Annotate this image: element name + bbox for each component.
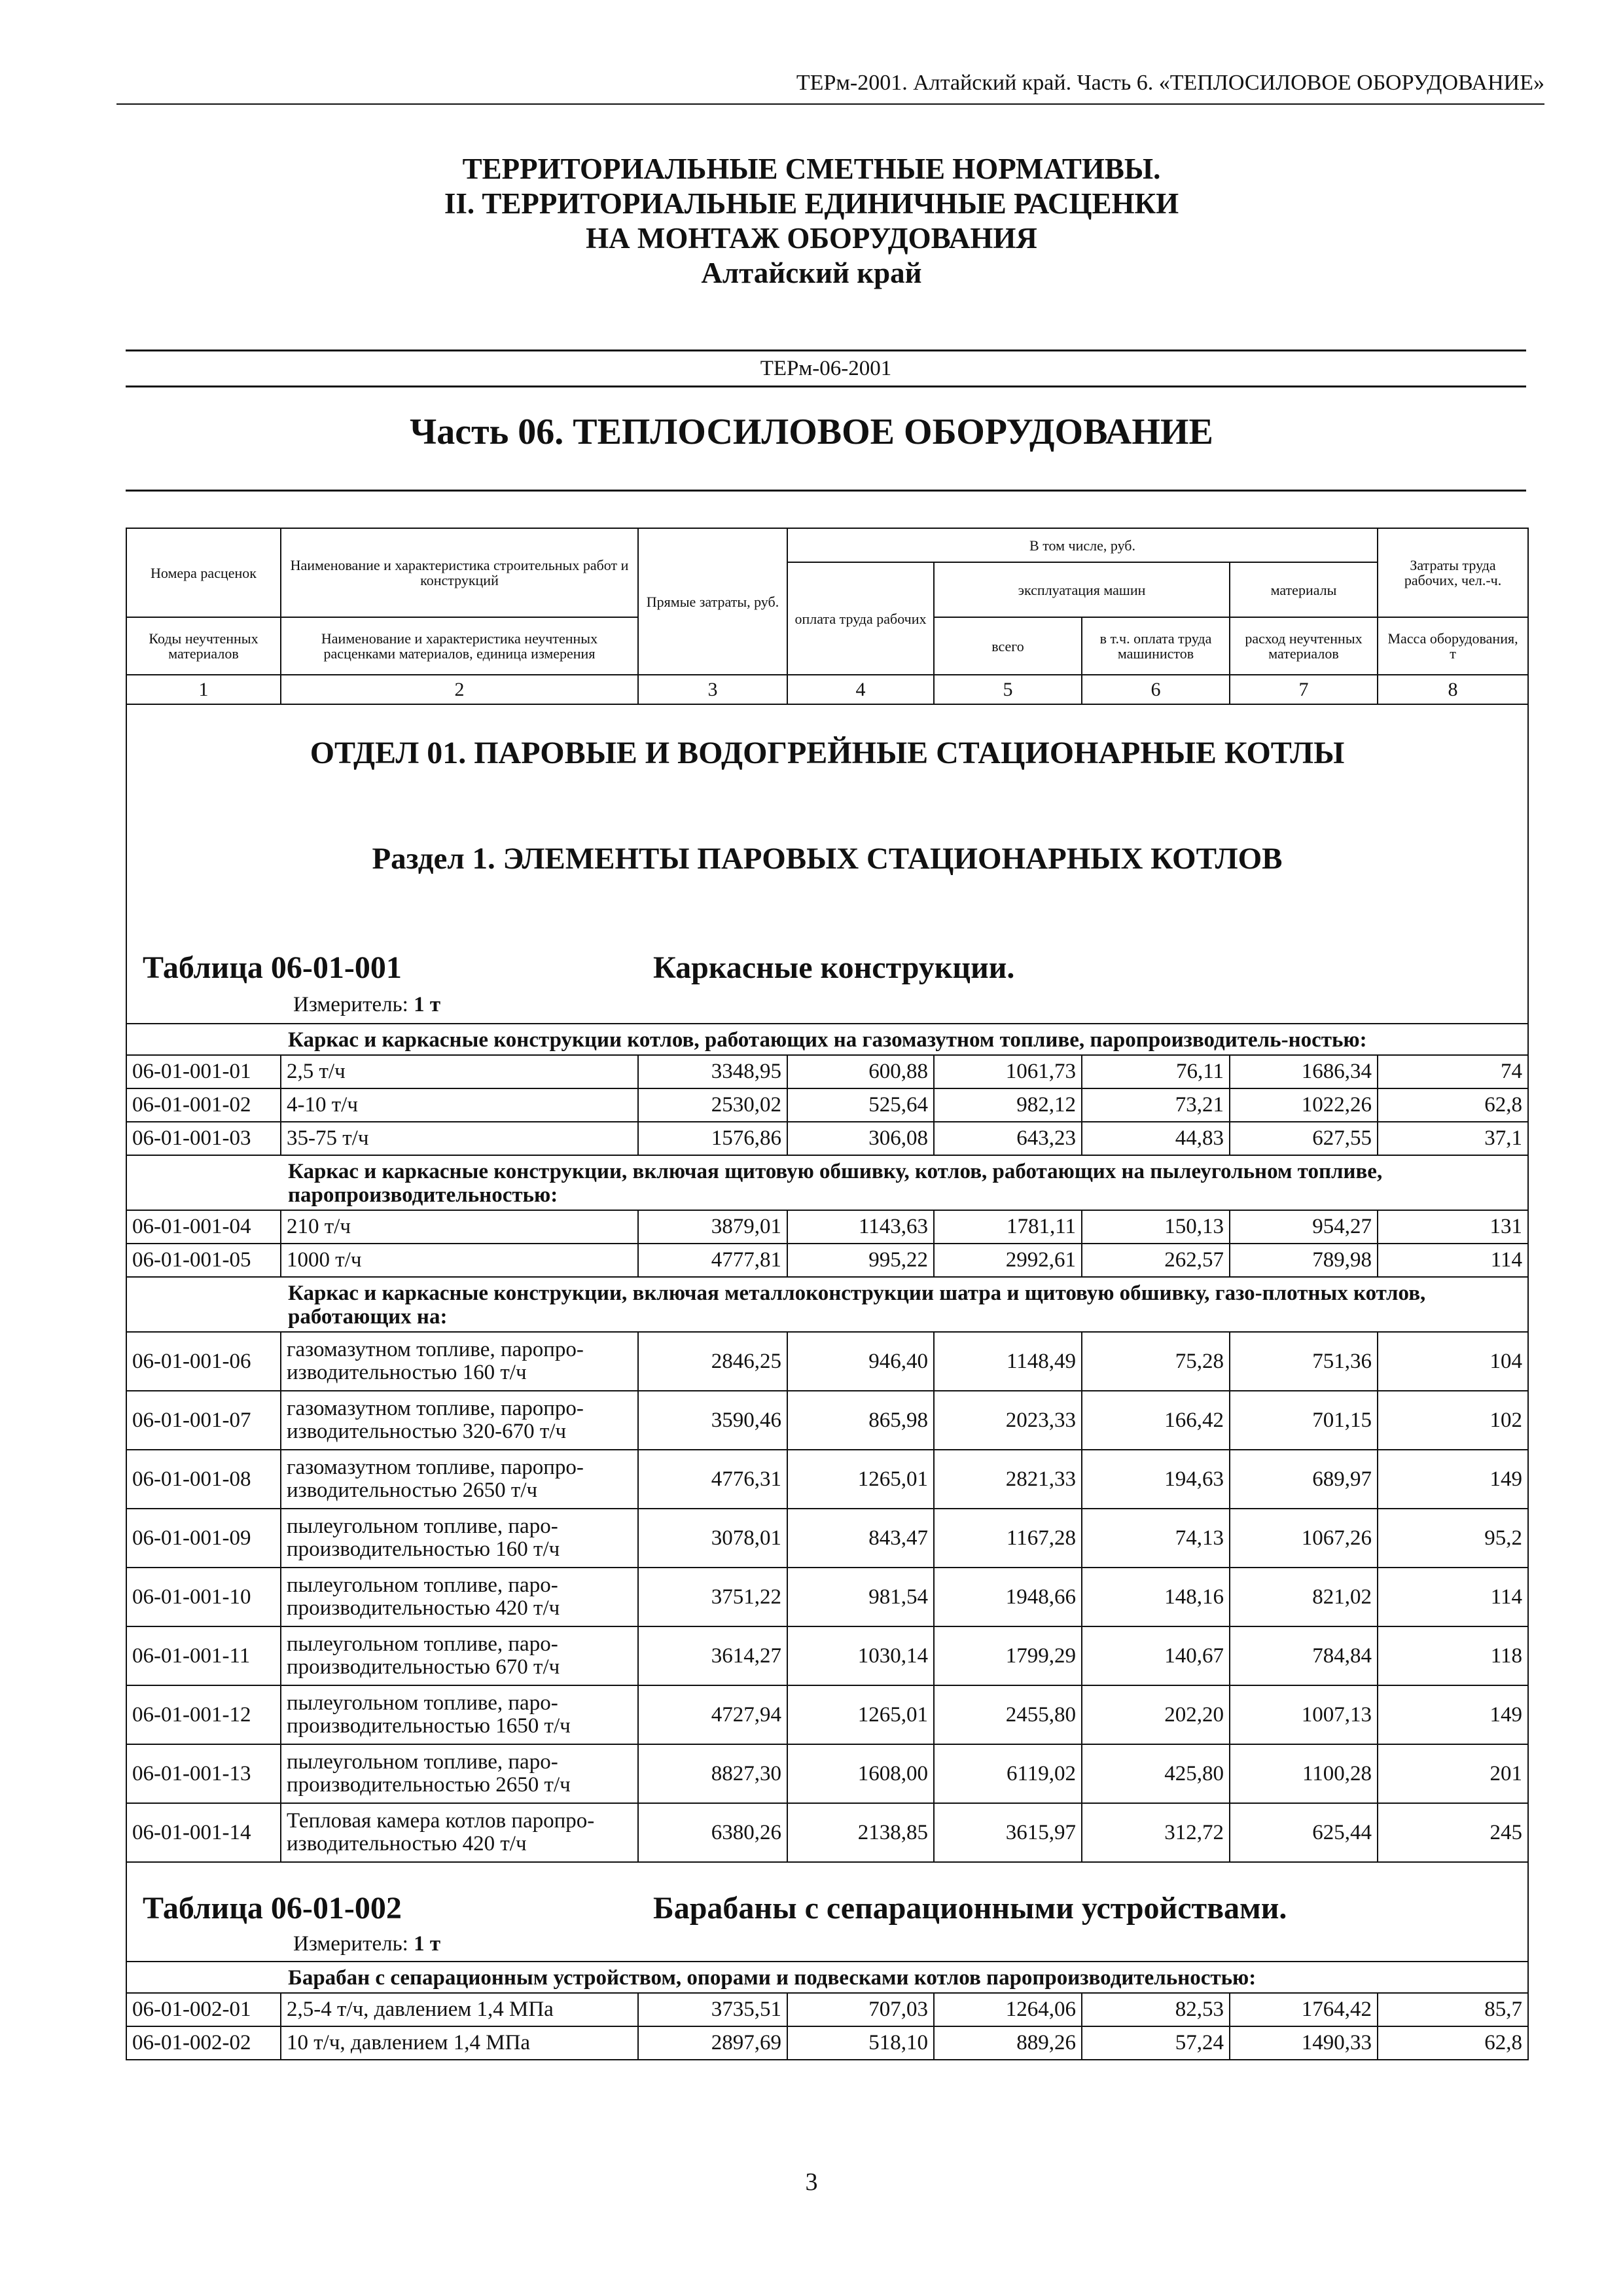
wages: 1265,01 <box>787 1685 934 1744</box>
wages: 707,03 <box>787 1993 934 2026</box>
table-row <box>126 1803 1528 1862</box>
running-head: ТЕРм-2001. Алтайский край. Часть 6. «ТЕПЛОСИЛОВОЕ ОБОРУДОВАНИЕ» <box>796 71 1544 95</box>
rate-name: 2,5-4 т/ч, давлением 1,4 МПа <box>281 1993 638 2026</box>
rate-code: 06-01-001-03 <box>126 1122 281 1155</box>
measure-value: 1 т <box>414 1932 441 1956</box>
rate-code: 06-01-001-14 <box>126 1803 281 1862</box>
header-machinist-wages: в т.ч. оплата труда машинистов <box>1082 617 1230 675</box>
direct-costs: 3614,27 <box>638 1626 787 1685</box>
rate-name: 210 т/ч <box>281 1210 638 1244</box>
table-row <box>126 1332 1528 1391</box>
machines-total: 1061,73 <box>934 1055 1082 1088</box>
rate-code: 06-01-001-11 <box>126 1626 281 1685</box>
rate-code: 06-01-001-05 <box>126 1244 281 1277</box>
machinist-wages: 425,80 <box>1082 1744 1230 1803</box>
otdel-title: ОТДЕЛ 01. ПАРОВЫЕ И ВОДОГРЕЙНЫЕ СТАЦИОНАРНЫЕ КОТЛЫ <box>310 736 1345 770</box>
materials: 1022,26 <box>1230 1088 1378 1122</box>
machines-total: 2455,80 <box>934 1685 1082 1744</box>
machinist-wages: 140,67 <box>1082 1626 1230 1685</box>
rate-code: 06-01-001-13 <box>126 1744 281 1803</box>
wages: 1030,14 <box>787 1626 934 1685</box>
razdel-title: Раздел 1. ЭЛЕМЕНТЫ ПАРОВЫХ СТАЦИОНАРНЫХ КОТЛОВ <box>372 842 1283 876</box>
labor: 114 <box>1378 1244 1528 1277</box>
table-heading-block <box>126 1862 1528 1962</box>
page-number: 3 <box>805 2168 818 2196</box>
table-row <box>126 1210 1528 1244</box>
machines-total: 643,23 <box>934 1122 1082 1155</box>
labor: 74 <box>1378 1055 1528 1088</box>
table-row <box>126 1088 1528 1122</box>
labor: 118 <box>1378 1626 1528 1685</box>
rate-name: пылеугольном топливе, паро-производительностью 1650 т/ч <box>281 1685 638 1744</box>
materials: 784,84 <box>1230 1626 1378 1685</box>
measure-value: 1 т <box>414 993 441 1016</box>
labor: 102 <box>1378 1391 1528 1450</box>
machines-total: 1167,28 <box>934 1509 1082 1568</box>
wages: 518,10 <box>787 2026 934 2060</box>
rate-code: 06-01-002-02 <box>126 2026 281 2060</box>
wages: 600,88 <box>787 1055 934 1088</box>
machines-total: 2821,33 <box>934 1450 1082 1509</box>
rate-name: газомазутном топливе, паропро-изводительностью 160 т/ч <box>281 1332 638 1391</box>
rate-name: 10 т/ч, давлением 1,4 МПа <box>281 2026 638 2060</box>
machines-total: 2992,61 <box>934 1244 1082 1277</box>
title-line-1: ТЕРРИТОРИАЛЬНЫЕ СМЕТНЫЕ НОРМАТИВЫ. <box>462 152 1161 185</box>
materials: 1007,13 <box>1230 1685 1378 1744</box>
materials: 625,44 <box>1230 1803 1378 1862</box>
labor: 245 <box>1378 1803 1528 1862</box>
column-number: 6 <box>1082 675 1230 704</box>
direct-costs: 2530,02 <box>638 1088 787 1122</box>
table-row <box>126 1744 1528 1803</box>
labor: 104 <box>1378 1332 1528 1391</box>
machinist-wages: 76,11 <box>1082 1055 1230 1088</box>
rate-name: пылеугольном топливе, паро-производительностью 2650 т/ч <box>281 1744 638 1803</box>
machines-total: 6119,02 <box>934 1744 1082 1803</box>
direct-costs: 2846,25 <box>638 1332 787 1391</box>
table-row <box>126 1055 1528 1088</box>
machinist-wages: 82,53 <box>1082 1993 1230 2026</box>
header-unaccounted-materials: расход неучтенных материалов <box>1230 617 1378 675</box>
header-material-name: Наименование и характеристика неучтенных расценками материалов, единица измерения <box>281 617 638 675</box>
machinist-wages: 75,28 <box>1082 1332 1230 1391</box>
machines-total: 982,12 <box>934 1088 1082 1122</box>
title-line-3: НА МОНТАЖ ОБОРУДОВАНИЯ <box>586 222 1037 255</box>
wages: 1265,01 <box>787 1450 934 1509</box>
labor: 85,7 <box>1378 1993 1528 2026</box>
table-row <box>126 2026 1528 2060</box>
direct-costs: 4777,81 <box>638 1244 787 1277</box>
header-rate-numbers: Номера расценок <box>126 528 281 617</box>
materials: 821,02 <box>1230 1568 1378 1626</box>
machinist-wages: 44,83 <box>1082 1122 1230 1155</box>
rate-code: 06-01-001-08 <box>126 1450 281 1509</box>
table-row <box>126 1244 1528 1277</box>
wages: 946,40 <box>787 1332 934 1391</box>
rate-code: 06-01-001-04 <box>126 1210 281 1244</box>
machinist-wages: 166,42 <box>1082 1391 1230 1450</box>
measure-label: Измеритель: <box>293 993 414 1016</box>
direct-costs: 8827,30 <box>638 1744 787 1803</box>
direct-costs: 4727,94 <box>638 1685 787 1744</box>
table-row <box>126 1509 1528 1568</box>
measure-unit <box>293 993 440 1017</box>
wages: 981,54 <box>787 1568 934 1626</box>
machinist-wages: 194,63 <box>1082 1450 1230 1509</box>
rate-code: 06-01-002-01 <box>126 1993 281 2026</box>
wages: 843,47 <box>787 1509 934 1568</box>
group-heading: Каркас и каркасные конструкции, включая металлоконструкции шатра и щитовую обшивку, газо-плотных котлов, работающих на: <box>126 1277 1528 1332</box>
direct-costs: 3751,22 <box>638 1568 787 1626</box>
column-number: 1 <box>126 675 281 704</box>
machines-total: 1948,66 <box>934 1568 1082 1626</box>
column-number: 3 <box>638 675 787 704</box>
materials: 751,36 <box>1230 1332 1378 1391</box>
wages: 1143,63 <box>787 1210 934 1244</box>
wages: 2138,85 <box>787 1803 934 1862</box>
machinist-wages: 57,24 <box>1082 2026 1230 2060</box>
labor: 37,1 <box>1378 1122 1528 1155</box>
table-row <box>126 1391 1528 1450</box>
rate-name: газомазутном топливе, паропро-изводительностью 2650 т/ч <box>281 1450 638 1509</box>
machinist-wages: 150,13 <box>1082 1210 1230 1244</box>
wages: 525,64 <box>787 1088 934 1122</box>
machinist-wages: 73,21 <box>1082 1088 1230 1122</box>
header-work-name: Наименование и характеристика строительных работ и конструкций <box>281 528 638 617</box>
column-number: 7 <box>1230 675 1378 704</box>
rate-name: пылеугольном топливе, паро-производительностью 670 т/ч <box>281 1626 638 1685</box>
labor: 62,8 <box>1378 2026 1528 2060</box>
machines-total: 2023,33 <box>934 1391 1082 1450</box>
header-materials: материалы <box>1230 562 1378 617</box>
header-material-codes: Коды неучтенных материалов <box>126 617 281 675</box>
rate-code: 06-01-001-09 <box>126 1509 281 1568</box>
wages: 995,22 <box>787 1244 934 1277</box>
machinist-wages: 74,13 <box>1082 1509 1230 1568</box>
table-name: Барабаны с сепарационными устройствами. <box>653 1891 1287 1926</box>
machinist-wages: 202,20 <box>1082 1685 1230 1744</box>
materials: 789,98 <box>1230 1244 1378 1277</box>
direct-costs: 3078,01 <box>638 1509 787 1568</box>
materials: 1764,42 <box>1230 1993 1378 2026</box>
title-line-4: Алтайский край <box>701 257 922 289</box>
rate-name: газомазутном топливе, паропро-изводительностью 320-670 т/ч <box>281 1391 638 1450</box>
rate-name: 35-75 т/ч <box>281 1122 638 1155</box>
rate-code: 06-01-001-06 <box>126 1332 281 1391</box>
machines-total: 1148,49 <box>934 1332 1082 1391</box>
materials: 1490,33 <box>1230 2026 1378 2060</box>
materials: 627,55 <box>1230 1122 1378 1155</box>
rate-name: Тепловая камера котлов паропро-изводительностью 420 т/ч <box>281 1803 638 1862</box>
header-labor-costs: Затраты труда рабочих, чел.-ч. <box>1378 528 1528 617</box>
machines-total: 1799,29 <box>934 1626 1082 1685</box>
materials: 701,15 <box>1230 1391 1378 1450</box>
table-row <box>126 1122 1528 1155</box>
rate-name: 2,5 т/ч <box>281 1055 638 1088</box>
machinist-wages: 312,72 <box>1082 1803 1230 1862</box>
header-machines-total: всего <box>934 617 1082 675</box>
column-number: 2 <box>281 675 638 704</box>
machinist-wages: 262,57 <box>1082 1244 1230 1277</box>
machines-total: 1781,11 <box>934 1210 1082 1244</box>
direct-costs: 6380,26 <box>638 1803 787 1862</box>
rate-name: пылеугольном топливе, паро-производительностью 160 т/ч <box>281 1509 638 1568</box>
materials: 689,97 <box>1230 1450 1378 1509</box>
direct-costs: 3348,95 <box>638 1055 787 1088</box>
header-rule <box>116 103 1544 105</box>
header-direct-costs: Прямые затраты, руб. <box>638 528 787 675</box>
labor: 131 <box>1378 1210 1528 1244</box>
direct-costs: 2897,69 <box>638 2026 787 2060</box>
direct-costs: 3735,51 <box>638 1993 787 2026</box>
direct-costs: 3590,46 <box>638 1391 787 1450</box>
column-number: 4 <box>787 675 934 704</box>
wages: 1608,00 <box>787 1744 934 1803</box>
header-including: В том числе, руб. <box>787 528 1378 562</box>
rate-name: 4-10 т/ч <box>281 1088 638 1122</box>
section-heading-block <box>126 704 1528 1024</box>
labor: 201 <box>1378 1744 1528 1803</box>
wages: 306,08 <box>787 1122 934 1155</box>
machines-total: 889,26 <box>934 2026 1082 2060</box>
document-code: ТЕРм-06-2001 <box>126 350 1526 387</box>
price-table <box>126 528 1529 2060</box>
labor: 149 <box>1378 1450 1528 1509</box>
direct-costs: 4776,31 <box>638 1450 787 1509</box>
measure-unit <box>293 1932 440 1956</box>
column-number: 8 <box>1378 675 1528 704</box>
part-title: Часть 06. ТЕПЛОСИЛОВОЕ ОБОРУДОВАНИЕ <box>410 412 1213 452</box>
labor: 62,8 <box>1378 1088 1528 1122</box>
machines-total: 3615,97 <box>934 1803 1082 1862</box>
materials: 954,27 <box>1230 1210 1378 1244</box>
materials: 1100,28 <box>1230 1744 1378 1803</box>
table-row <box>126 1450 1528 1509</box>
header-equipment-mass: Масса оборудования, т <box>1378 617 1528 675</box>
rate-code: 06-01-001-12 <box>126 1685 281 1744</box>
table-name: Каркасные конструкции. <box>653 950 1015 985</box>
rate-name: пылеугольном топливе, паро-производительностью 420 т/ч <box>281 1568 638 1626</box>
column-number: 5 <box>934 675 1082 704</box>
rate-code: 06-01-001-10 <box>126 1568 281 1626</box>
title-line-2: II. ТЕРРИТОРИАЛЬНЫЕ ЕДИНИЧНЫЕ РАСЦЕНКИ <box>444 187 1179 220</box>
main-titles <box>0 152 1623 291</box>
rate-name: 1000 т/ч <box>281 1244 638 1277</box>
table-row <box>126 1993 1528 2026</box>
materials: 1067,26 <box>1230 1509 1378 1568</box>
group-heading: Каркас и каркасные конструкции котлов, работающих на газомазутном топливе, паропроизводитель-ностью: <box>126 1024 1528 1055</box>
group-heading: Барабан с сепарационным устройством, опорами и подвесками котлов паропроизводительностью: <box>126 1962 1528 1993</box>
header-wages: оплата труда рабочих <box>787 562 934 675</box>
machinist-wages: 148,16 <box>1082 1568 1230 1626</box>
labor: 114 <box>1378 1568 1528 1626</box>
table-label: Таблица 06-01-002 <box>143 1891 402 1926</box>
labor: 149 <box>1378 1685 1528 1744</box>
rate-code: 06-01-001-02 <box>126 1088 281 1122</box>
table-row <box>126 1685 1528 1744</box>
table-label: Таблица 06-01-001 <box>143 950 402 985</box>
measure-label: Измеритель: <box>293 1932 414 1956</box>
rate-code: 06-01-001-07 <box>126 1391 281 1450</box>
header-machines: эксплуатация машин <box>934 562 1230 617</box>
group-heading: Каркас и каркасные конструкции, включая щитовую обшивку, котлов, работающих на пылеугольном топливе, паропроизводительностью: <box>126 1155 1528 1210</box>
direct-costs: 1576,86 <box>638 1122 787 1155</box>
machines-total: 1264,06 <box>934 1993 1082 2026</box>
wages: 865,98 <box>787 1391 934 1450</box>
direct-costs: 3879,01 <box>638 1210 787 1244</box>
part-rule <box>126 490 1526 492</box>
labor: 95,2 <box>1378 1509 1528 1568</box>
table-row <box>126 1626 1528 1685</box>
table-row <box>126 1568 1528 1626</box>
materials: 1686,34 <box>1230 1055 1378 1088</box>
rate-code: 06-01-001-01 <box>126 1055 281 1088</box>
